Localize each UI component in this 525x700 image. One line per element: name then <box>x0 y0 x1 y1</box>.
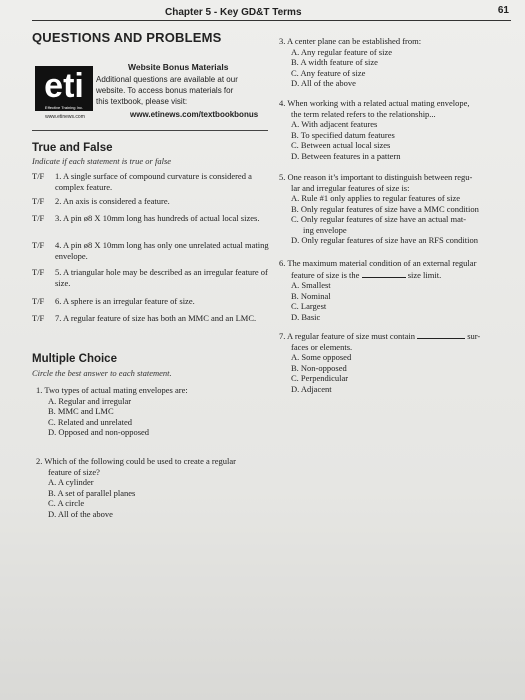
tf-statement: 4. A pin ø8 X 10mm long has only one unrelated actual mating envelope. <box>55 240 269 261</box>
bonus-rule <box>32 130 268 131</box>
question-text-line <box>279 269 515 281</box>
mc-question-5 <box>279 172 515 246</box>
tf-statement: 2. An axis is considered a feature. <box>55 196 170 206</box>
answer-option[interactable]: A. A cylinder <box>48 477 94 487</box>
answer-option[interactable]: C. A circle <box>48 498 85 508</box>
question-text: feature of size is the <box>291 269 360 280</box>
answer-option[interactable]: C. Related and unrelated <box>48 416 133 427</box>
tf-mark[interactable]: T/F <box>32 240 45 250</box>
website-bonus-box <box>32 58 268 132</box>
answer-option[interactable]: D. Only regular features of size have an RFS condition <box>291 235 478 245</box>
bonus-title: Website Bonus Materials <box>128 62 229 72</box>
multiple-choice-heading: Multiple Choice <box>32 353 117 365</box>
tf-mark[interactable]: T/F <box>32 267 45 277</box>
question-text: lar and irregular features of size is: <box>291 182 410 193</box>
answer-blank[interactable] <box>417 330 465 339</box>
multiple-choice-instruction: Circle the best answer to each statement. <box>32 368 172 378</box>
section-title: QUESTIONS AND PROBLEMS <box>32 30 222 45</box>
true-false-heading: True and False <box>32 142 113 154</box>
mc-question-6 <box>279 258 515 322</box>
question-text: sur- <box>467 331 481 341</box>
answer-option[interactable]: C. Perpendicular <box>291 373 349 383</box>
answer-option[interactable]: A. Regular and irregular <box>48 395 132 406</box>
question-text: faces or elements. <box>291 341 353 352</box>
answer-option[interactable]: C. Largest <box>291 301 327 311</box>
answer-option[interactable]: C. Between actual local sizes <box>291 140 391 150</box>
answer-option[interactable]: B. Nominal <box>291 290 331 301</box>
tf-statement: 3. A pin ø8 X 10mm long has hundreds of actual local sizes. <box>55 213 260 223</box>
tf-mark[interactable]: T/F <box>32 171 45 181</box>
answer-option[interactable]: D. All of the above <box>48 508 113 519</box>
mc-question-3 <box>279 36 511 89</box>
tf-mark[interactable]: T/F <box>32 313 45 323</box>
answer-option[interactable]: B. A width feature of size <box>291 57 378 67</box>
tf-statement: 5. A triangular hole may be described as an irregular feature of size. <box>55 267 268 288</box>
answer-option[interactable]: D. Between features in a pattern <box>291 150 401 161</box>
question-text: feature of size? <box>48 466 100 477</box>
question-text: 2. Which of the following could be used to create a regular <box>36 456 236 466</box>
eti-logo-text: eti <box>44 67 84 104</box>
question-text: 7. A regular feature of size must contain <box>279 331 415 341</box>
mc-question-1 <box>36 385 271 438</box>
answer-option[interactable]: D. Adjacent <box>291 383 332 394</box>
question-text: 4. When working with a related actual mating envelope, <box>279 98 470 108</box>
answer-option[interactable]: B. Only regular features of size have a MMC condition <box>291 203 479 214</box>
answer-option[interactable]: B. A set of parallel planes <box>48 487 136 498</box>
page-number: 61 <box>497 5 509 16</box>
answer-option[interactable]: A. Smallest <box>291 280 331 290</box>
tf-statement: 7. A regular feature of size has both an MMC and an LMC. <box>55 313 257 323</box>
answer-option[interactable]: A. With adjacent features <box>291 119 378 129</box>
logo-url: www.etinews.com <box>45 114 85 120</box>
tf-mark[interactable]: T/F <box>32 296 45 306</box>
answer-option[interactable]: A. Some opposed <box>291 352 352 362</box>
question-text: size limit. <box>407 269 442 280</box>
answer-option[interactable]: D. All of the above <box>291 78 356 88</box>
answer-option[interactable]: D. Basic <box>291 311 321 322</box>
bonus-url-link[interactable]: www.etinews.com/textbookbonus <box>130 110 259 119</box>
tf-statement: 1. A single surface of compound curvature is considered a complex feature. <box>55 171 252 192</box>
tf-mark[interactable]: T/F <box>32 196 45 206</box>
answer-option[interactable]: B. Non-opposed <box>291 362 347 373</box>
eti-logo <box>35 66 93 104</box>
bonus-line: Additional questions are available at our <box>96 75 238 84</box>
question-text: 5. One reason it’s important to distinguish between regu- <box>279 172 473 182</box>
bonus-line: website. To access bonus materials for <box>96 86 234 95</box>
mc-question-7 <box>279 330 515 394</box>
answer-option-continued: ing envelope <box>303 224 347 235</box>
bonus-line: this textbook, please visit: <box>96 97 188 106</box>
page-header <box>0 0 525 22</box>
answer-blank[interactable] <box>362 269 406 278</box>
mc-question-4 <box>279 98 514 161</box>
mc-question-2 <box>36 456 276 519</box>
answer-option[interactable]: B. MMC and LMC <box>48 406 114 416</box>
tf-mark[interactable]: T/F <box>32 213 45 223</box>
answer-option[interactable]: A. Rule #1 only applies to regular features of size <box>291 193 461 203</box>
question-text: 3. A center plane can be established from: <box>279 36 422 46</box>
answer-option[interactable]: C. Any feature of size <box>291 67 366 78</box>
answer-option[interactable]: B. To specified datum features <box>291 129 395 140</box>
question-text: 6. The maximum material condition of an external regular <box>279 258 477 268</box>
answer-option[interactable]: C. Only regular features of size have an actual mat- <box>291 214 467 224</box>
answer-option[interactable]: D. Opposed and non-opposed <box>48 427 150 437</box>
tf-statement: 6. A sphere is an irregular feature of size. <box>55 296 195 306</box>
chapter-title: Chapter 5 - Key GD&T Terms <box>165 7 302 18</box>
question-text: 1. Two types of actual mating envelopes are: <box>36 385 188 395</box>
true-false-instruction: Indicate if each statement is true or false <box>32 156 172 166</box>
header-rule <box>32 20 511 21</box>
question-text: the term related refers to the relationship... <box>291 108 436 119</box>
bonus-text <box>96 74 266 107</box>
answer-option[interactable]: A. Any regular feature of size <box>291 46 393 57</box>
logo-caption: Effective Training Inc. <box>35 104 93 111</box>
question-text-line <box>279 330 515 342</box>
